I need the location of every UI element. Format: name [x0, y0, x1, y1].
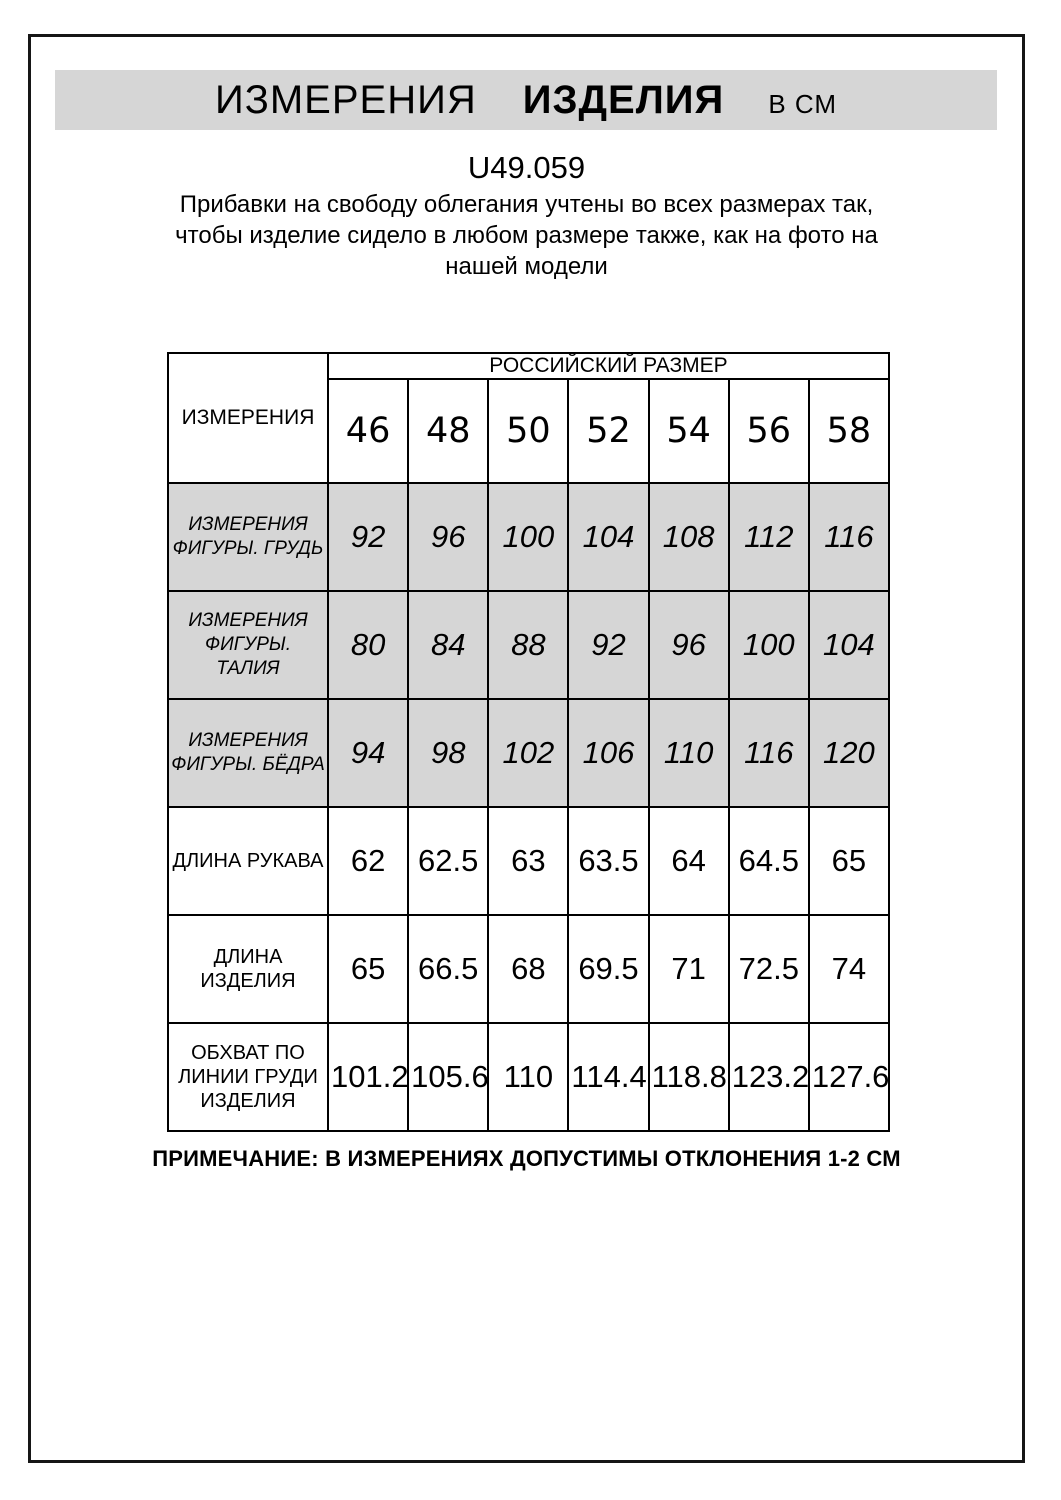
title-units: В СМ — [768, 89, 838, 119]
table-cell: 64.5 — [729, 807, 809, 915]
table-cell: 101.2 — [328, 1023, 408, 1131]
table-cell: 74 — [809, 915, 889, 1023]
size-column-header: 58 — [809, 379, 889, 483]
table-cell: 108 — [649, 483, 729, 591]
table-cell: 66.5 — [408, 915, 488, 1023]
table-cell: 120 — [809, 699, 889, 807]
measurements-table — [167, 352, 890, 1132]
row-label: ИЗМЕРЕНИЯ ФИГУРЫ. ТАЛИЯ — [168, 591, 328, 699]
table-cell: 110 — [488, 1023, 568, 1131]
table-cell: 68 — [488, 915, 568, 1023]
table-cell: 62.5 — [408, 807, 488, 915]
table-cell: 116 — [809, 483, 889, 591]
table-cell: 65 — [809, 807, 889, 915]
intro-line-2: чтобы изделие сидело в любом размере также, как на фото на — [175, 222, 878, 249]
table-cell: 110 — [649, 699, 729, 807]
table-cell: 100 — [488, 483, 568, 591]
table-cell: 92 — [568, 591, 648, 699]
intro-line-1: Прибавки на свободу облегания учтены во всех размерах так, — [179, 191, 874, 218]
table-cell: 80 — [328, 591, 408, 699]
table-row — [168, 699, 889, 807]
title-band — [55, 70, 997, 130]
table-cell: 64 — [649, 807, 729, 915]
row-label: ИЗМЕРЕНИЯ ФИГУРЫ. ГРУДЬ — [168, 483, 328, 591]
title-product-word: ИЗДЕЛИЯ — [522, 78, 725, 122]
table-cell: 92 — [328, 483, 408, 591]
table-cell: 106 — [568, 699, 648, 807]
table-cell: 100 — [729, 591, 809, 699]
table-row — [168, 591, 889, 699]
size-column-header: 56 — [729, 379, 809, 483]
row-label: ДЛИНА ИЗДЕЛИЯ — [168, 915, 328, 1023]
note-text: ПРИМЕЧАНИЕ: В ИЗМЕРЕНИЯХ ДОПУСТИМЫ ОТКЛОНЕНИЯ 1-2 СМ — [152, 1146, 901, 1171]
table-corner-label: ИЗМЕРЕНИЯ — [168, 353, 328, 483]
size-group-row — [168, 353, 889, 379]
table-cell: 84 — [408, 591, 488, 699]
product-code: U49.059 — [467, 150, 586, 185]
table-row — [168, 807, 889, 915]
table-cell: 102 — [488, 699, 568, 807]
title-measurements: ИЗМЕРЕНИЯ — [214, 78, 477, 122]
size-column-header: 46 — [328, 379, 408, 483]
table-cell: 72.5 — [729, 915, 809, 1023]
table-cell: 88 — [488, 591, 568, 699]
table-cell: 123.2 — [729, 1023, 809, 1131]
table-cell: 65 — [328, 915, 408, 1023]
size-column-header: 48 — [408, 379, 488, 483]
table-cell: 96 — [408, 483, 488, 591]
table-cell: 71 — [649, 915, 729, 1023]
table-cell: 127.6 — [809, 1023, 889, 1131]
table-cell: 105.6 — [408, 1023, 488, 1131]
table-cell: 118.8 — [649, 1023, 729, 1131]
table-row — [168, 483, 889, 591]
table-cell: 96 — [649, 591, 729, 699]
intro-line-3: нашей модели — [445, 253, 608, 280]
table-cell: 69.5 — [568, 915, 648, 1023]
table-cell: 63.5 — [568, 807, 648, 915]
table-row — [168, 915, 889, 1023]
table-cell: 112 — [729, 483, 809, 591]
table-cell: 63 — [488, 807, 568, 915]
table-cell: 116 — [729, 699, 809, 807]
table-cell: 62 — [328, 807, 408, 915]
size-group-header: РОССИЙСКИЙ РАЗМЕР — [328, 353, 889, 379]
row-label: ИЗМЕРЕНИЯ ФИГУРЫ. БЁДРА — [168, 699, 328, 807]
size-column-header: 50 — [488, 379, 568, 483]
row-label: ДЛИНА РУКАВА — [168, 807, 328, 915]
table-cell: 114.4 — [568, 1023, 648, 1131]
table-cell: 104 — [568, 483, 648, 591]
table-row — [168, 1023, 889, 1131]
size-column-header: 52 — [568, 379, 648, 483]
row-label: ОБХВАТ ПО ЛИНИИ ГРУДИ ИЗДЕЛИЯ — [168, 1023, 328, 1131]
intro-text — [28, 189, 1025, 282]
size-column-header: 54 — [649, 379, 729, 483]
table-cell: 94 — [328, 699, 408, 807]
table-cell: 98 — [408, 699, 488, 807]
table-cell: 104 — [809, 591, 889, 699]
